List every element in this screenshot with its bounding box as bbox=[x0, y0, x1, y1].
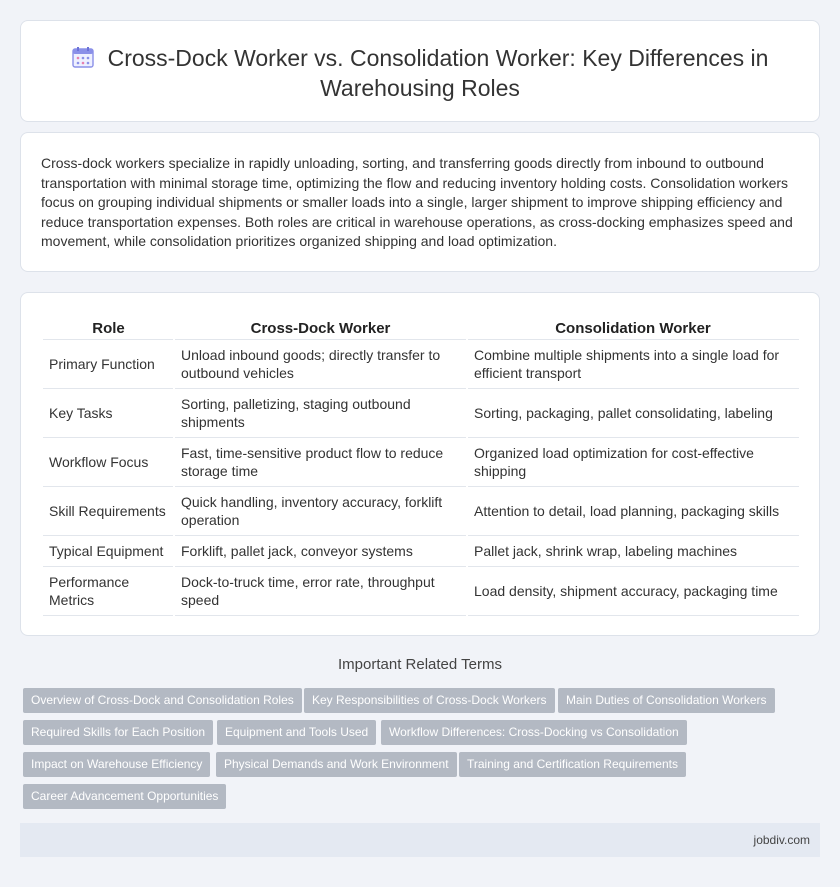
header-cross-dock: Cross-Dock Worker bbox=[174, 312, 467, 339]
comparison-card bbox=[20, 292, 820, 636]
related-term-tag[interactable]: Impact on Warehouse Efficiency bbox=[23, 752, 210, 777]
consolidation-cell: Combine multiple shipments into a single load for efficient transport bbox=[467, 339, 799, 388]
intro-card bbox=[20, 132, 820, 272]
related-term-tag[interactable]: Overview of Cross-Dock and Consolidation Roles bbox=[23, 688, 302, 713]
intro-paragraph: Cross-dock workers specialize in rapidly unloading, sorting, and transferring goods directly from inbound to outbound transportation with minimal storage time, optimizing the flow and reducing inventory holding costs. Consolidation workers focus on grouping individual shipments or smaller loads into a single, larger shipment to improve shipping efficiency and reduce transportation expenses. Both roles are critical in warehouse operations, as cross-docking emphasizes speed and movement, while consolidation prioritizes organized shipping and load optimization. bbox=[41, 155, 793, 250]
cross-dock-cell: Sorting, palletizing, staging outbound shipments bbox=[174, 388, 467, 437]
footer bbox=[20, 823, 820, 857]
related-term-tag[interactable]: Physical Demands and Work Environment bbox=[216, 752, 457, 777]
consolidation-cell: Attention to detail, load planning, packaging skills bbox=[467, 486, 799, 535]
table-row bbox=[43, 388, 799, 437]
table-row bbox=[43, 437, 799, 486]
table-row bbox=[43, 339, 799, 388]
related-term-tag[interactable]: Equipment and Tools Used bbox=[217, 720, 376, 745]
table-row bbox=[43, 566, 799, 615]
header-role: Role bbox=[43, 312, 174, 339]
related-term-tag[interactable]: Main Duties of Consolidation Workers bbox=[558, 688, 775, 713]
related-terms-title: Important Related Terms bbox=[338, 656, 502, 673]
table-row bbox=[43, 535, 799, 566]
related-term-tag[interactable]: Workflow Differences: Cross-Docking vs Consolidation bbox=[381, 720, 687, 745]
cross-dock-cell: Fast, time-sensitive product flow to reduce storage time bbox=[174, 437, 467, 486]
consolidation-cell: Pallet jack, shrink wrap, labeling machines bbox=[467, 535, 799, 566]
header-consolidation: Consolidation Worker bbox=[467, 312, 799, 339]
related-term-tag[interactable]: Key Responsibilities of Cross-Dock Workers bbox=[304, 688, 555, 713]
row-label: Performance Metrics bbox=[43, 566, 174, 615]
table-header-row bbox=[43, 312, 799, 339]
cross-dock-cell: Quick handling, inventory accuracy, forklift operation bbox=[174, 486, 467, 535]
cross-dock-cell: Forklift, pallet jack, conveyor systems bbox=[174, 535, 467, 566]
row-label: Typical Equipment bbox=[43, 535, 174, 566]
row-label: Workflow Focus bbox=[43, 437, 174, 486]
cross-dock-cell: Unload inbound goods; directly transfer to outbound vehicles bbox=[174, 339, 467, 388]
footer-site-link[interactable]: jobdiv.com bbox=[753, 833, 810, 847]
row-label: Primary Function bbox=[43, 339, 174, 388]
header-card bbox=[20, 20, 820, 122]
cross-dock-cell: Dock-to-truck time, error rate, throughput speed bbox=[174, 566, 467, 615]
page-title: Cross-Dock Worker vs. Consolidation Worker: Key Differences in Warehousing Roles bbox=[107, 45, 769, 101]
calendar-icon bbox=[72, 46, 94, 68]
comparison-table bbox=[43, 312, 799, 616]
row-label: Key Tasks bbox=[43, 388, 174, 437]
consolidation-cell: Organized load optimization for cost-effective shipping bbox=[467, 437, 799, 486]
related-term-tag[interactable]: Career Advancement Opportunities bbox=[23, 784, 226, 809]
table-row bbox=[43, 486, 799, 535]
consolidation-cell: Sorting, packaging, pallet consolidating, labeling bbox=[467, 388, 799, 437]
page-title-wrap bbox=[21, 43, 819, 103]
related-term-tag[interactable]: Training and Certification Requirements bbox=[459, 752, 686, 777]
row-label: Skill Requirements bbox=[43, 486, 174, 535]
consolidation-cell: Load density, shipment accuracy, packaging time bbox=[467, 566, 799, 615]
related-term-tag[interactable]: Required Skills for Each Position bbox=[23, 720, 213, 745]
